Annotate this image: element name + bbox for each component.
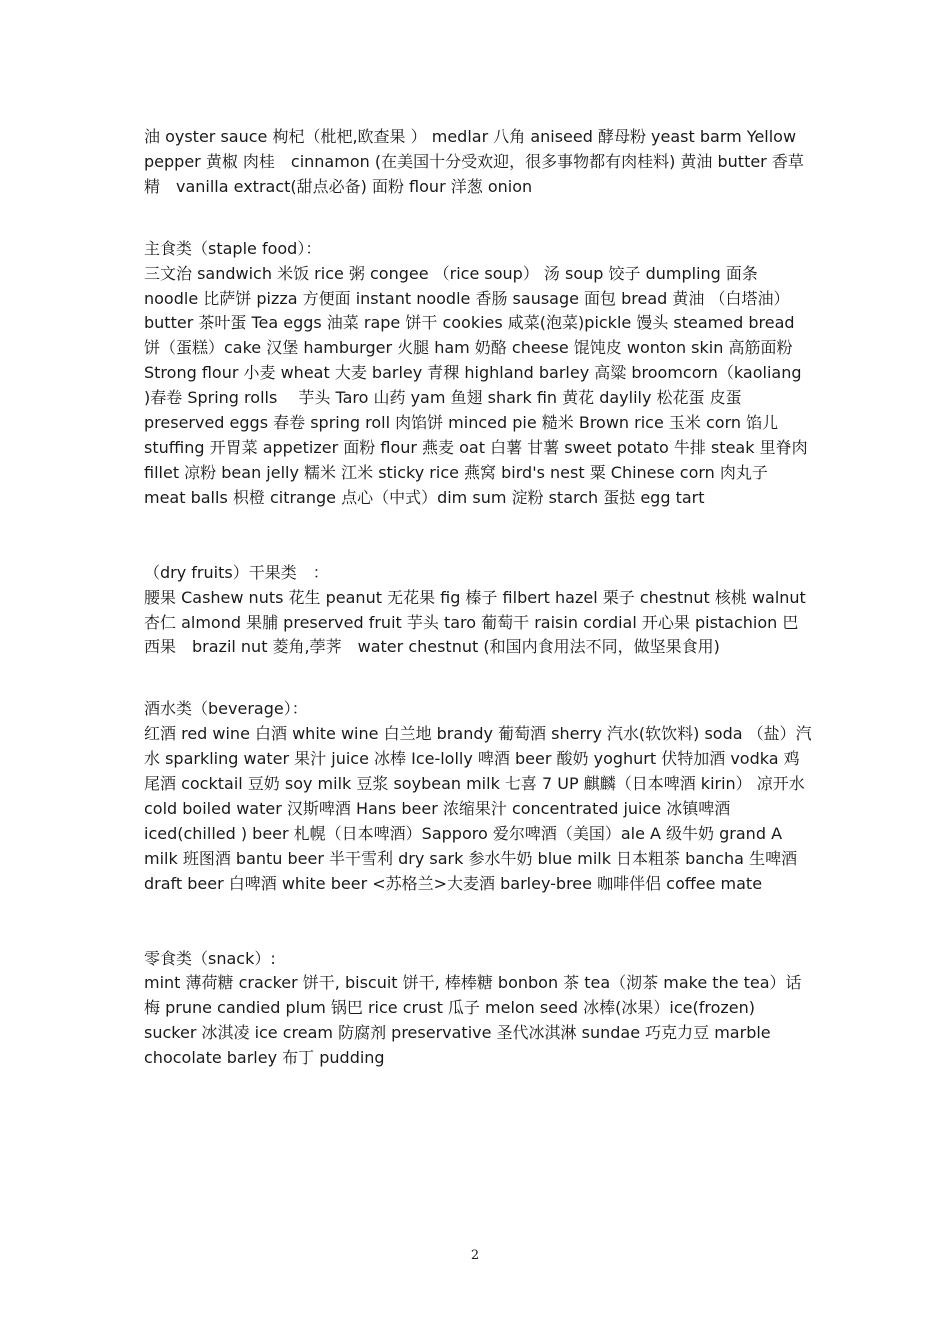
spacer [144, 660, 812, 697]
snack-paragraph: mint 薄荷糖 cracker 饼干, biscuit 饼干, 棒棒糖 bonbon 茶 tea（沏茶 make the tea）话梅 prune candied plum 锅巴 rice crust 瓜子 melon seed 冰棒(冰果）ice(frozen) sucker 冰淇凌 ice cream 防腐剂 preservative 圣代冰淇淋 sundae 巧克力豆 marble chocolate barley 布丁 pudding [144, 973, 802, 1068]
dry-fruits-paragraph: 腰果 Cashew nuts 花生 peanut 无花果 fig 榛子 filbert hazel 栗子 chestnut 核桃 walnut 杏仁 almond 果脯 preserved fruit 芋头 taro 葡萄干 raisin cordial 开心果 pistachion 巴西果 brazil nut 菱角,荸荠 water chestnut (和国内食用法不同，做坚果食用) [144, 587, 806, 657]
spacer [144, 200, 812, 237]
dry-fruits-heading: （dry fruits）干果类 ： [144, 562, 329, 582]
beverage-paragraph: 红酒 red wine 白酒 white wine 白兰地 brandy 葡萄酒 sherry 汽水(软饮料) soda （盐）汽水 sparkling water 果汁 juice 冰棒 Ice-lolly 啤酒 beer 酸奶 yoghurt 伏特加酒 vodka 鸡尾酒 cocktail 豆奶 soy milk 豆浆 soybean milk 七喜 7 UP 麒麟（日本啤酒 kirin） 凉开水 cold boiled water 汉斯啤酒 Hans beer 浓缩果汁 concentrated juice 冰镇啤酒 iced(chilled ) beer 札幌（日本啤酒）Sapporo 爱尔啤酒（美国）ale A 级牛奶 grand A milk 班图酒 bantu beer 半干雪利 dry sark 参水牛奶 blue milk 日本粗茶 bancha 生啤酒 draft beer 白啤酒 white beer <苏格兰>大麦酒 barley-bree 咖啡伴侣 coffee mate [144, 724, 812, 893]
intro-paragraph: 油 oyster sauce 枸杞（枇杷,欧查果 ） medlar 八角 aniseed 酵母粉 yeast barm Yellow pepper 黄椒 肉桂 cinnamon (在美国十分受欢迎，很多事物都有肉桂料) 黄油 butter 香草精 vanilla extract(甜点必备) 面粉 flour 洋葱 onion [144, 127, 804, 196]
staple-food-heading: 主食类（staple food）： [144, 238, 322, 258]
spacer [144, 897, 812, 947]
snack-heading: 零食类（snack）: [144, 948, 276, 968]
staple-food-paragraph: 三文治 sandwich 米饭 rice 粥 congee （rice soup） 汤 soup 饺子 dumpling 面条 noodle 比萨饼 pizza 方便面 instant noodle 香肠 sausage 面包 bread 黄油 （白塔油）butter 茶叶蛋 Tea eggs 油菜 rape 饼干 cookies 咸菜(泡菜)pickle 馒头 steamed bread 饼（蛋糕）cake 汉堡 hamburger 火腿 ham 奶酪 cheese 馄饨皮 wonton skin 高筋面粉 Strong flour 小麦 wheat 大麦 barley 青稞 highland barley 高粱 broomcorn（kaoliang )春卷 Spring rolls 芋头 Taro 山药 yam 鱼翅 shark fin 黄花 daylily 松花蛋 皮蛋 preserved eggs 春卷 spring roll 肉馅饼 minced pie 糙米 Brown rice 玉米 corn 馅儿 stuffing 开胃菜 appetizer 面粉 flour 燕麦 oat 白薯 甘薯 sweet potato 牛排 steak 里脊肉 fillet 凉粉 bean jelly 糯米 江米 sticky rice 燕窝 bird's nest 粟 Chinese corn 肉丸子 meat balls 枳橙 citrange 点心（中式）dim sum 淀粉 starch 蛋挞 egg tart [144, 263, 808, 507]
beverage-heading: 酒水类（beverage）： [144, 699, 308, 719]
spacer [144, 511, 812, 561]
document-body [144, 125, 812, 1071]
page-number: 2 [470, 1248, 480, 1263]
